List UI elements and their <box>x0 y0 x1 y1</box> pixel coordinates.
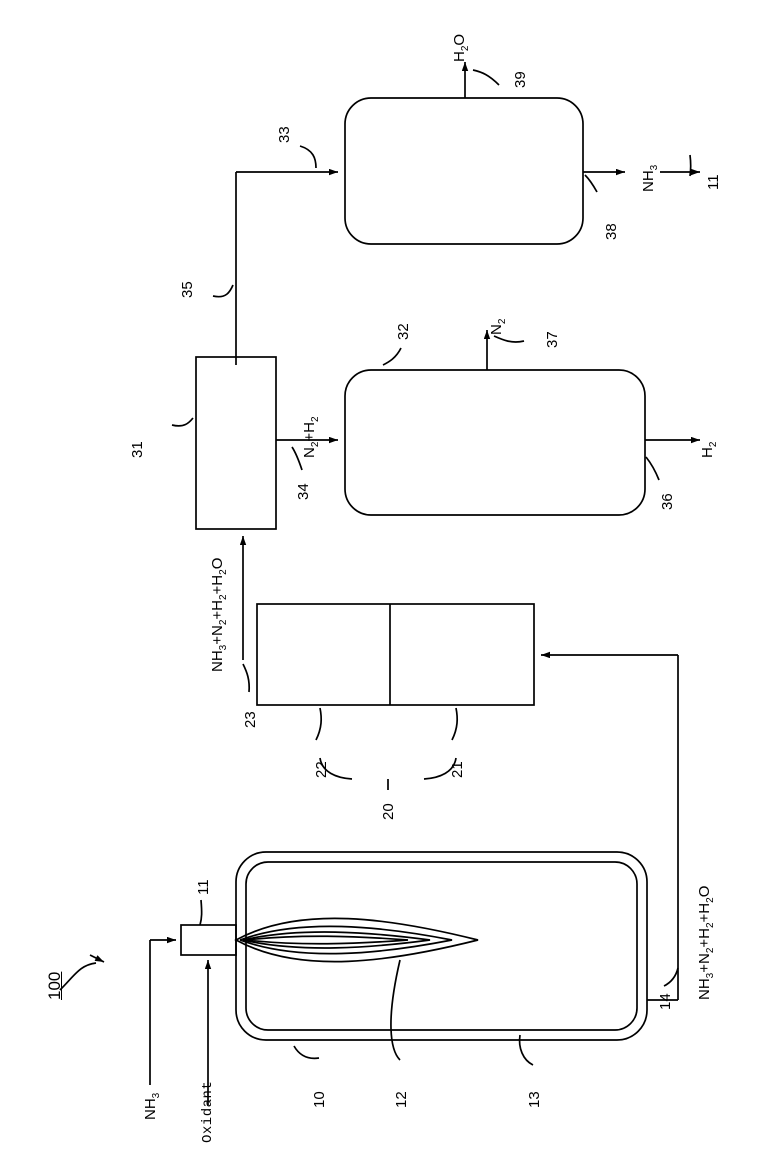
leader-39 <box>473 70 499 85</box>
ref-20: 20 <box>380 803 397 820</box>
ref-11: 11 <box>195 879 212 895</box>
separator-column-body <box>196 357 276 529</box>
ref-13: 13 <box>526 1091 543 1108</box>
leader-11-right <box>690 155 691 176</box>
leader-12 <box>391 960 400 1060</box>
nh3-inlet-label: $NH_3$ <box>142 1092 162 1120</box>
stream-water-label: $H_2O$ <box>451 33 471 62</box>
leader-11 <box>200 900 202 925</box>
ref-14: 14 <box>657 993 674 1010</box>
flame-outline <box>236 918 478 961</box>
ref-31: 31 <box>129 441 146 458</box>
ref-11-right: 11 <box>705 174 722 190</box>
leader-38 <box>585 175 597 192</box>
oxidant-inlet-label: Oxidant <box>200 1080 216 1143</box>
ref-22: 22 <box>313 761 330 778</box>
leader-22 <box>316 708 321 740</box>
ref-12: 12 <box>393 1091 410 1108</box>
stream-to-separator-label: $NH_3+N_2+H_2+H_2O$ <box>209 557 229 672</box>
combustor-inner-wall <box>246 862 637 1030</box>
leader-37 <box>494 336 524 342</box>
stream-hydrogen-label: $H_2$ <box>699 441 719 458</box>
ref-32: 32 <box>395 323 412 340</box>
combustor-outer-wall <box>236 852 647 1040</box>
flame-inner-1 <box>240 926 452 953</box>
leader-23 <box>243 664 249 692</box>
ref-33: 33 <box>276 126 293 143</box>
ref-23: 23 <box>242 711 259 728</box>
leader-36 <box>646 457 659 480</box>
ref-35: 35 <box>179 281 196 298</box>
ref-21: 21 <box>449 761 466 778</box>
leader-31 <box>172 418 193 426</box>
stream-ammonia-out-label: $NH_3$ <box>640 164 660 192</box>
leader-14 <box>664 968 678 986</box>
leader-32 <box>383 348 401 365</box>
ref-37: 37 <box>544 331 561 348</box>
ammonia-separator-body <box>345 98 583 244</box>
ref-36: 36 <box>659 493 676 510</box>
heat-exchanger-body <box>257 604 534 705</box>
ref-34: 34 <box>295 483 312 500</box>
burner-body <box>181 925 236 955</box>
stream-nitrogen-label: $N_2$ <box>488 318 508 335</box>
flame-inner-3 <box>246 936 408 944</box>
ref-39: 39 <box>512 71 529 88</box>
stream-n2h2-label: $N_2+H_2$ <box>301 416 321 458</box>
leader-100-arrow <box>90 955 104 962</box>
ref-38: 38 <box>603 223 620 240</box>
stream-exhaust-label: $NH_3+N_2+H_2+H_2O$ <box>696 885 716 1000</box>
hydrogen-separation-body <box>345 370 645 515</box>
ref-10: 10 <box>311 1091 328 1108</box>
leader-35 <box>213 285 233 297</box>
leader-21 <box>452 708 457 740</box>
figure-number: 100 <box>45 971 64 1000</box>
leader-10 <box>294 1046 319 1058</box>
leader-33 <box>300 146 316 168</box>
leader-100 <box>60 963 96 990</box>
